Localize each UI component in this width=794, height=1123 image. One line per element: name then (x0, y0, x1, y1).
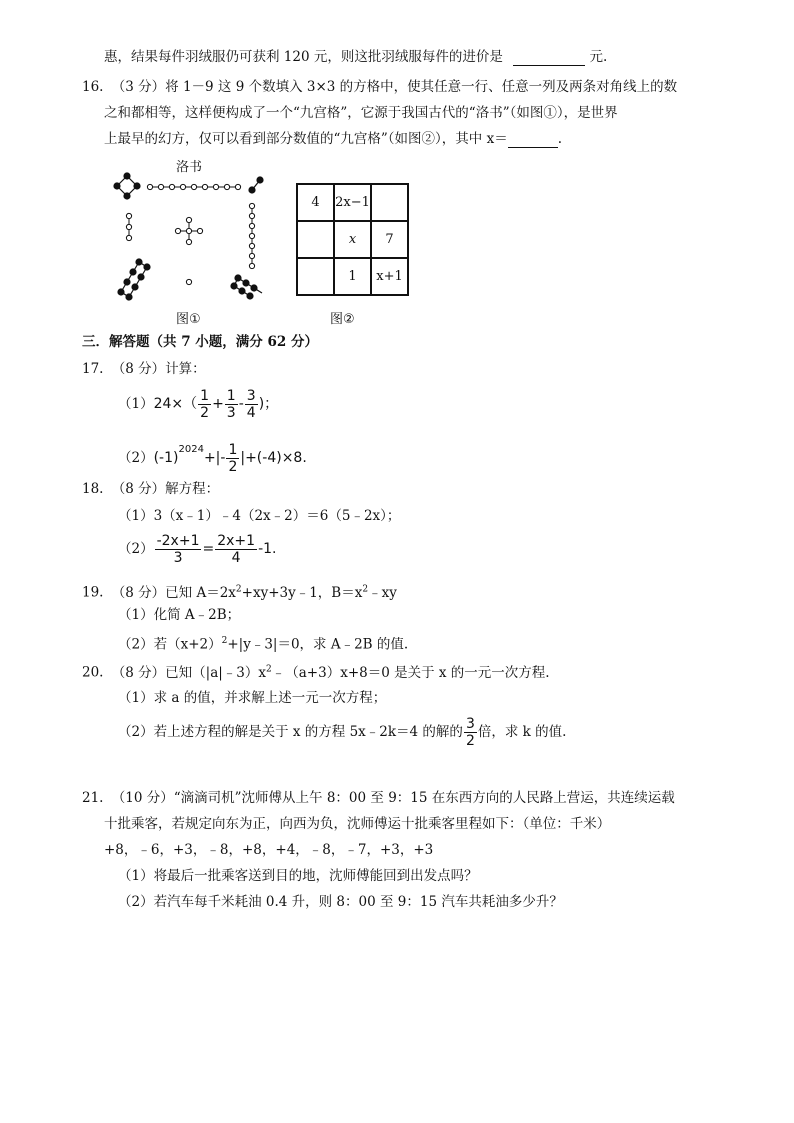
section-3-title: 三．解答题（共 7 小题，满分 62 分） (82, 334, 318, 350)
q15-tail-line (104, 48, 607, 66)
q18-intro: （8 分）解方程： (111, 481, 220, 497)
q17-p2-label: （2） (118, 450, 154, 466)
q20-intro-line (82, 660, 550, 682)
fig2-caption: 图② (330, 312, 355, 327)
q18-p2-post: -1. (258, 541, 277, 557)
q17-p2-exponent: 2024 (178, 444, 204, 455)
q19-intro-mid: +xy+3y﹣1，B＝x (241, 584, 363, 601)
frac-numerator: 3 (246, 388, 256, 404)
frac-denominator: 3 (173, 550, 183, 566)
q17-p2-mid: +|- (203, 450, 226, 466)
q18-part1: （1）3（x﹣1）﹣4（2x﹣2）＝6（5﹣2x）； (118, 508, 401, 524)
frac-denominator: 2 (465, 733, 475, 749)
frac-numerator: -2x+1 (156, 533, 200, 549)
q16-line1 (82, 78, 677, 96)
luoshu-group-2 (249, 177, 263, 193)
grid-cell-4 (297, 221, 334, 258)
q19-exp-2: 2 (362, 584, 369, 594)
grid-cell-1: 4 (297, 184, 334, 221)
frac-numerator: 1 (200, 388, 210, 404)
frac-numerator: 2x+1 (217, 533, 256, 549)
grid-cell-5: x (334, 221, 371, 258)
q17-p1-label: （1） (118, 396, 154, 412)
q15-unit: 元. (589, 49, 608, 65)
q19-p2-exp: 2 (221, 636, 228, 646)
q18-p2-label: （2） (118, 541, 154, 557)
q16-line2 (104, 104, 618, 122)
grid-cell-9: x+1 (371, 258, 408, 295)
q20-number: 20. (82, 664, 104, 681)
grid-cell-8: 1 (334, 258, 371, 295)
q19-intro-pre: （8 分）已知 A＝2x (111, 584, 236, 601)
q15-tail-text: 惠，结果每件羽绒服仍可获利 120 元，则这批羽绒服每件的进价是 (104, 49, 503, 65)
frac-numerator: 1 (228, 442, 238, 458)
fig1-caption: 图① (176, 312, 201, 327)
q20-intro (112, 665, 550, 681)
q20-p2-post: 倍，求 k 的值. (477, 724, 567, 740)
q19-number: 19. (82, 584, 104, 601)
luoshu-group-9 (147, 184, 240, 189)
q21-part1: （1）将最后一批乘客送到目的地，沈师傅能回到出发点吗？ (118, 868, 478, 884)
frac-denominator: 2 (200, 405, 210, 421)
q19-part2 (118, 632, 408, 654)
q19-intro-line (82, 580, 397, 602)
q18-p2-frac1 (155, 533, 202, 566)
q19-intro-post: ﹣xy (368, 584, 397, 601)
q19-intro (112, 585, 397, 601)
luoshu-group-7 (249, 203, 254, 268)
q21-data: +8，﹣6，+3，﹣8，+8，+4，﹣8，﹣7，+3，+3 (104, 842, 434, 858)
q20-intro-post: ﹣（a+3）x+8＝0 是关于 x 的一元一次方程. (271, 664, 550, 681)
q18-intro-line (82, 480, 219, 498)
q21-line1 (82, 789, 675, 807)
grid-cell-2: 2x−1 (334, 184, 371, 221)
frac-denominator: 2 (228, 459, 238, 475)
frac-numerator: 3 (465, 716, 475, 732)
luoshu-group-3 (126, 213, 131, 240)
q16-number: 16. (82, 79, 104, 95)
q19-part1: （1）化简 A﹣2B； (118, 607, 241, 623)
luoshu-group-4 (114, 173, 140, 199)
q20-intro-pre: （8 分）已知（|a|﹣3）x (111, 664, 267, 681)
q17-p1-minus: - (238, 396, 244, 412)
q17-p1-frac3 (245, 388, 258, 421)
q20-p2-frac (464, 716, 477, 749)
luoshu-title: 洛书 (176, 160, 203, 175)
q17-p1-frac2 (225, 388, 238, 421)
frac-denominator: 4 (231, 550, 241, 566)
q17-number: 17. (82, 361, 104, 377)
luoshu-group-6 (231, 275, 262, 299)
q16-text-1: （3 分）将 1－9 这 9 个数填入 3×3 的方格中，使其任意一行、任意一列及两条对角线上的数 (111, 79, 678, 95)
q18-number: 18. (82, 481, 104, 497)
q17-intro-line (82, 360, 206, 378)
q17-p1-pre: 24×（ (153, 396, 198, 412)
q17-p2-post: |+(-4)×8. (240, 450, 307, 466)
q19-p2-pre: （2）若（x+2） (118, 636, 222, 653)
q16-text-2: 之和都相等，这样便构成了一个“九宫格”，它源于我国古代的“洛书”（如图①），是世界 (104, 105, 618, 121)
q17-intro: （8 分）计算： (111, 361, 206, 377)
q21-line2: 十批乘客，若规定向东为正，向西为负，沈师傅运十批乘客里程如下：（单位：千米） (104, 816, 611, 832)
q17-p2-frac (226, 442, 239, 475)
q18-p2-frac2 (215, 533, 257, 566)
luoshu-group-5 (175, 217, 202, 244)
frac-denominator: 4 (246, 405, 256, 421)
luoshu-figure (110, 170, 270, 305)
q19-exp-1: 2 (235, 584, 242, 594)
grid-cell-3 (371, 184, 408, 221)
q19-p2-post: +|y﹣3|＝0，求 A﹣2B 的值. (227, 636, 409, 653)
q16-text-3-end: . (557, 131, 563, 147)
q15-answer-blank[interactable] (513, 51, 585, 66)
grid-cell-6: 7 (371, 221, 408, 258)
luoshu-group-8 (118, 259, 150, 300)
q20-part2 (118, 714, 566, 750)
q17-p1-plus: + (212, 396, 224, 412)
q17-p2-pre: (-1) (153, 450, 179, 466)
q21-text-1: （10 分）“滴滴司机”沈师傅从上午 8：00 至 9：15 在东西方向的人民路上营运，共连续运载 (111, 790, 675, 806)
q21-part2: （2）若汽车每千米耗油 0.4 升，则 8：00 至 9：15 汽车共耗油多少升？ (118, 894, 563, 910)
frac-numerator: 1 (226, 388, 236, 404)
luoshu-group-1 (186, 279, 191, 284)
q21-number: 21. (82, 790, 104, 806)
q17-part1 (118, 386, 278, 422)
q20-exp: 2 (266, 664, 272, 674)
q18-p2-equals: = (202, 541, 215, 557)
magic-square-grid (296, 183, 409, 296)
q20-p2-pre: （2）若上述方程的解是关于 x 的方程 5x﹣2k＝4 的解的 (118, 724, 463, 740)
q20-part1: （1）求 a 的值，并求解上述一元一次方程； (118, 690, 387, 706)
q16-line3 (104, 130, 562, 148)
q17-p1-frac1 (198, 388, 211, 421)
q17-p1-post: )； (258, 396, 279, 412)
frac-denominator: 3 (226, 405, 236, 421)
q17-part2 (118, 432, 307, 476)
q16-text-3: 上最早的幻方，仅可以看到部分数值的“九宫格”（如图②），其中 x＝ (104, 131, 508, 147)
q18-part2 (118, 531, 276, 567)
q16-answer-blank[interactable] (508, 133, 558, 148)
grid-cell-7 (297, 258, 334, 295)
